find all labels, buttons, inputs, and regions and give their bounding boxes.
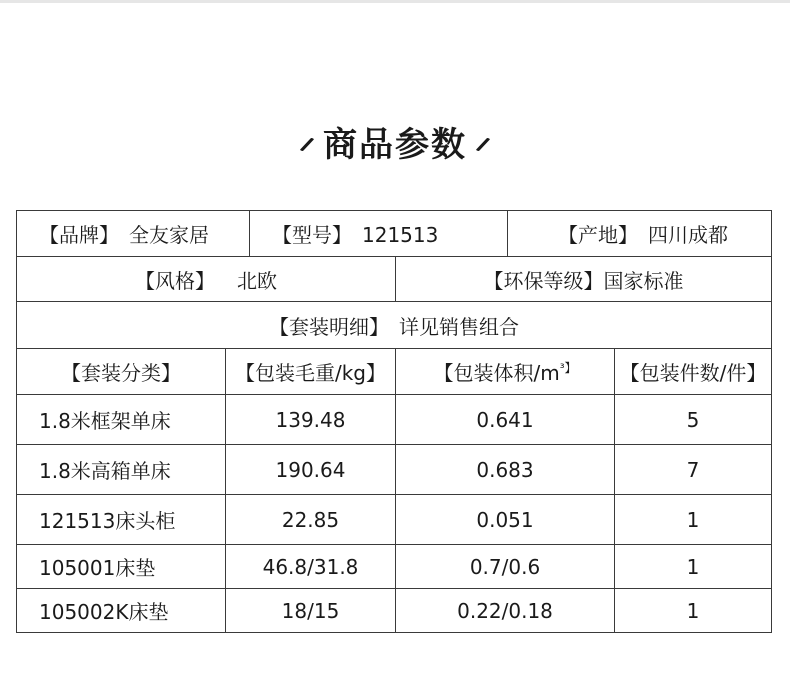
row-name: 105001床垫: [17, 545, 226, 589]
eco-value: 国家标准: [603, 268, 684, 293]
row-name: 121513床头柜: [17, 495, 226, 545]
style-cell: [17, 257, 396, 302]
row-count: 1: [615, 545, 772, 589]
row-weight: 18/15: [226, 589, 396, 633]
table-row: [17, 589, 772, 633]
info-row-brand: [17, 211, 772, 257]
section-heading: [0, 116, 790, 166]
col-header-volume-text: 【包装体积/m: [433, 361, 560, 385]
set-value: 详见销售组合: [399, 314, 520, 339]
row-weight: 139.48: [226, 395, 396, 445]
table-row: [17, 445, 772, 495]
row-volume: 0.7/0.6: [396, 545, 615, 589]
style-value: 北欧: [237, 268, 277, 293]
row-weight: 22.85: [226, 495, 396, 545]
col-header-volume-exp: ³】: [559, 361, 577, 375]
style-key: 【风格】: [135, 268, 215, 293]
row-weight: 190.64: [226, 445, 396, 495]
row-name: 1.8米高箱单床: [17, 445, 226, 495]
left-tick-mark: [300, 137, 314, 151]
row-volume: 0.051: [396, 495, 615, 545]
row-count: 1: [615, 589, 772, 633]
origin-cell: [508, 211, 772, 257]
origin-key: 【产地】: [558, 223, 639, 247]
row-name: 105002K床垫: [17, 589, 226, 633]
eco-cell: [396, 257, 772, 302]
row-name: 1.8米框架单床: [17, 395, 226, 445]
table-row: [17, 395, 772, 445]
eco-key: 【环保等级】: [483, 268, 604, 293]
origin-value: 四川成都: [648, 223, 729, 247]
row-count: 5: [615, 395, 772, 445]
row-weight: 46.8/31.8: [226, 545, 396, 589]
row-volume: 0.683: [396, 445, 615, 495]
model-key: 【型号】: [272, 223, 352, 247]
model-cell: [250, 211, 508, 257]
section-title: 商品参数: [323, 124, 467, 165]
col-header-weight: 【包装毛重/kg】: [226, 349, 396, 395]
row-volume: 0.641: [396, 395, 615, 445]
row-count: 7: [615, 445, 772, 495]
brand-cell: [17, 211, 250, 257]
right-tick-mark: [476, 137, 490, 151]
col-header-category: 【套装分类】: [17, 349, 226, 395]
info-row-style: [17, 257, 772, 302]
col-header-count: 【包装件数/件】: [615, 349, 772, 395]
set-cell: [17, 302, 772, 349]
top-divider: [0, 0, 790, 3]
brand-key: 【品牌】: [39, 223, 119, 247]
table-row: [17, 545, 772, 589]
brand-value: 全友家居: [129, 223, 209, 247]
info-row-set: [17, 302, 772, 349]
table-row: [17, 495, 772, 545]
column-header-row: [17, 349, 772, 395]
col-header-volume: [396, 349, 615, 395]
row-volume: 0.22/0.18: [396, 589, 615, 633]
model-value: 121513: [362, 223, 439, 247]
set-key: 【套装明细】: [269, 314, 390, 339]
row-count: 1: [615, 495, 772, 545]
spec-table: [16, 210, 772, 633]
